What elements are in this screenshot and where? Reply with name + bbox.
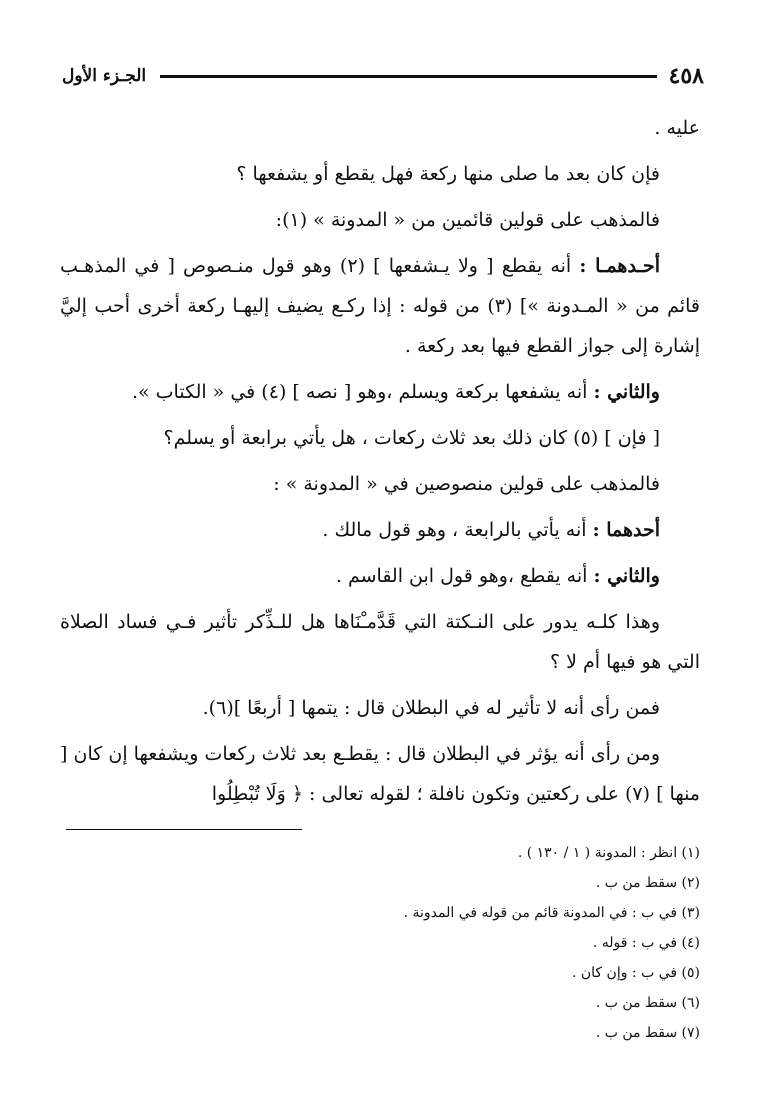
footnote-separator xyxy=(66,829,302,830)
paragraph: ومن رأى أنه يؤثر في البطلان قال : يقطـع بعد ثلاث ركعات ويشفعها إن كان [ منها ] (٧) على ركعتين وتكون نافلة ؛ لقوله تعالى : ﴿ وَلَا تُبْطِلُوا xyxy=(60,743,700,805)
paragraph xyxy=(60,556,700,596)
page-number: ٤٥٨ xyxy=(668,63,704,89)
paragraph xyxy=(60,510,700,550)
footnote: (٦) سقط من ب . xyxy=(595,995,700,1011)
paragraph: عليه . xyxy=(654,117,700,139)
footnote: (٥) في ب : وإن كان . xyxy=(571,965,700,981)
paragraph xyxy=(60,372,700,412)
paragraph: [ فإن ] (٥) كان ذلك بعد ثلاث ركعات ، هل يأتي برابعة أو يسلم؟ xyxy=(163,427,660,449)
footnotes xyxy=(66,838,700,1048)
paragraph-text: أنه يأتي بالرابعة ، وهو قول مالك . xyxy=(322,519,593,541)
paragraph-lead: والثاني : xyxy=(593,565,660,587)
paragraph: وهذا كلـه يدور على النـكتة التي قَدَّمـْنَاها هل للـذِّكر تأثير فـي فساد الصلاة التي هو فيها أم لا ؟ xyxy=(60,611,700,673)
paragraph-text: أنه يقطع [ ولا يـشفعها ] (٢) وهو قول منـصوص [ في المذهـب قائم من « المـدونة »] (٣) من قوله : إذا ركـع يضيف إليهـا ركعة أخرى أحب إليَّ إشارة إلى جواز القطع فيها بعد ركعة . xyxy=(60,255,700,357)
page-header xyxy=(62,58,704,94)
paragraph: فمن رأى أنه لا تأثير له في البطلان قال : يتمها [ أربعًا ](٦). xyxy=(202,697,660,719)
main-text xyxy=(60,108,700,820)
paragraph: فالمذهب على قولين قائمين من « المدونة » (١): xyxy=(275,209,660,231)
paragraph xyxy=(60,246,700,366)
header-rule xyxy=(160,75,656,78)
footnote: (١) انظر : المدونة ( ١ / ١٣٠ ) . xyxy=(517,845,700,861)
paragraph: فالمذهب على قولين منصوصين في « المدونة » : xyxy=(273,473,660,495)
footnote: (٤) في ب : قوله . xyxy=(592,935,700,951)
footnote: (٢) سقط من ب . xyxy=(595,875,700,891)
footnote: (٧) سقط من ب . xyxy=(595,1025,700,1041)
running-title: الجـزء الأول xyxy=(62,66,147,86)
paragraph: فإن كان بعد ما صلى منها ركعة فهل يقطع أو يشفعها ؟ xyxy=(236,163,660,185)
paragraph-text: أنه يقطع ،وهو قول ابن القاسم . xyxy=(335,565,594,587)
paragraph-lead: أحـدهمـا : xyxy=(579,255,661,277)
paragraph-lead: والثاني : xyxy=(593,381,660,403)
paragraph-lead: أحدهما : xyxy=(592,519,660,541)
paragraph-text: أنه يشفعها بركعة ويسلم ،وهو [ نصه ] (٤) في « الكتاب ». xyxy=(131,381,594,403)
footnote: (٣) في ب : في المدونة قائم من قوله في المدونة . xyxy=(403,905,700,921)
